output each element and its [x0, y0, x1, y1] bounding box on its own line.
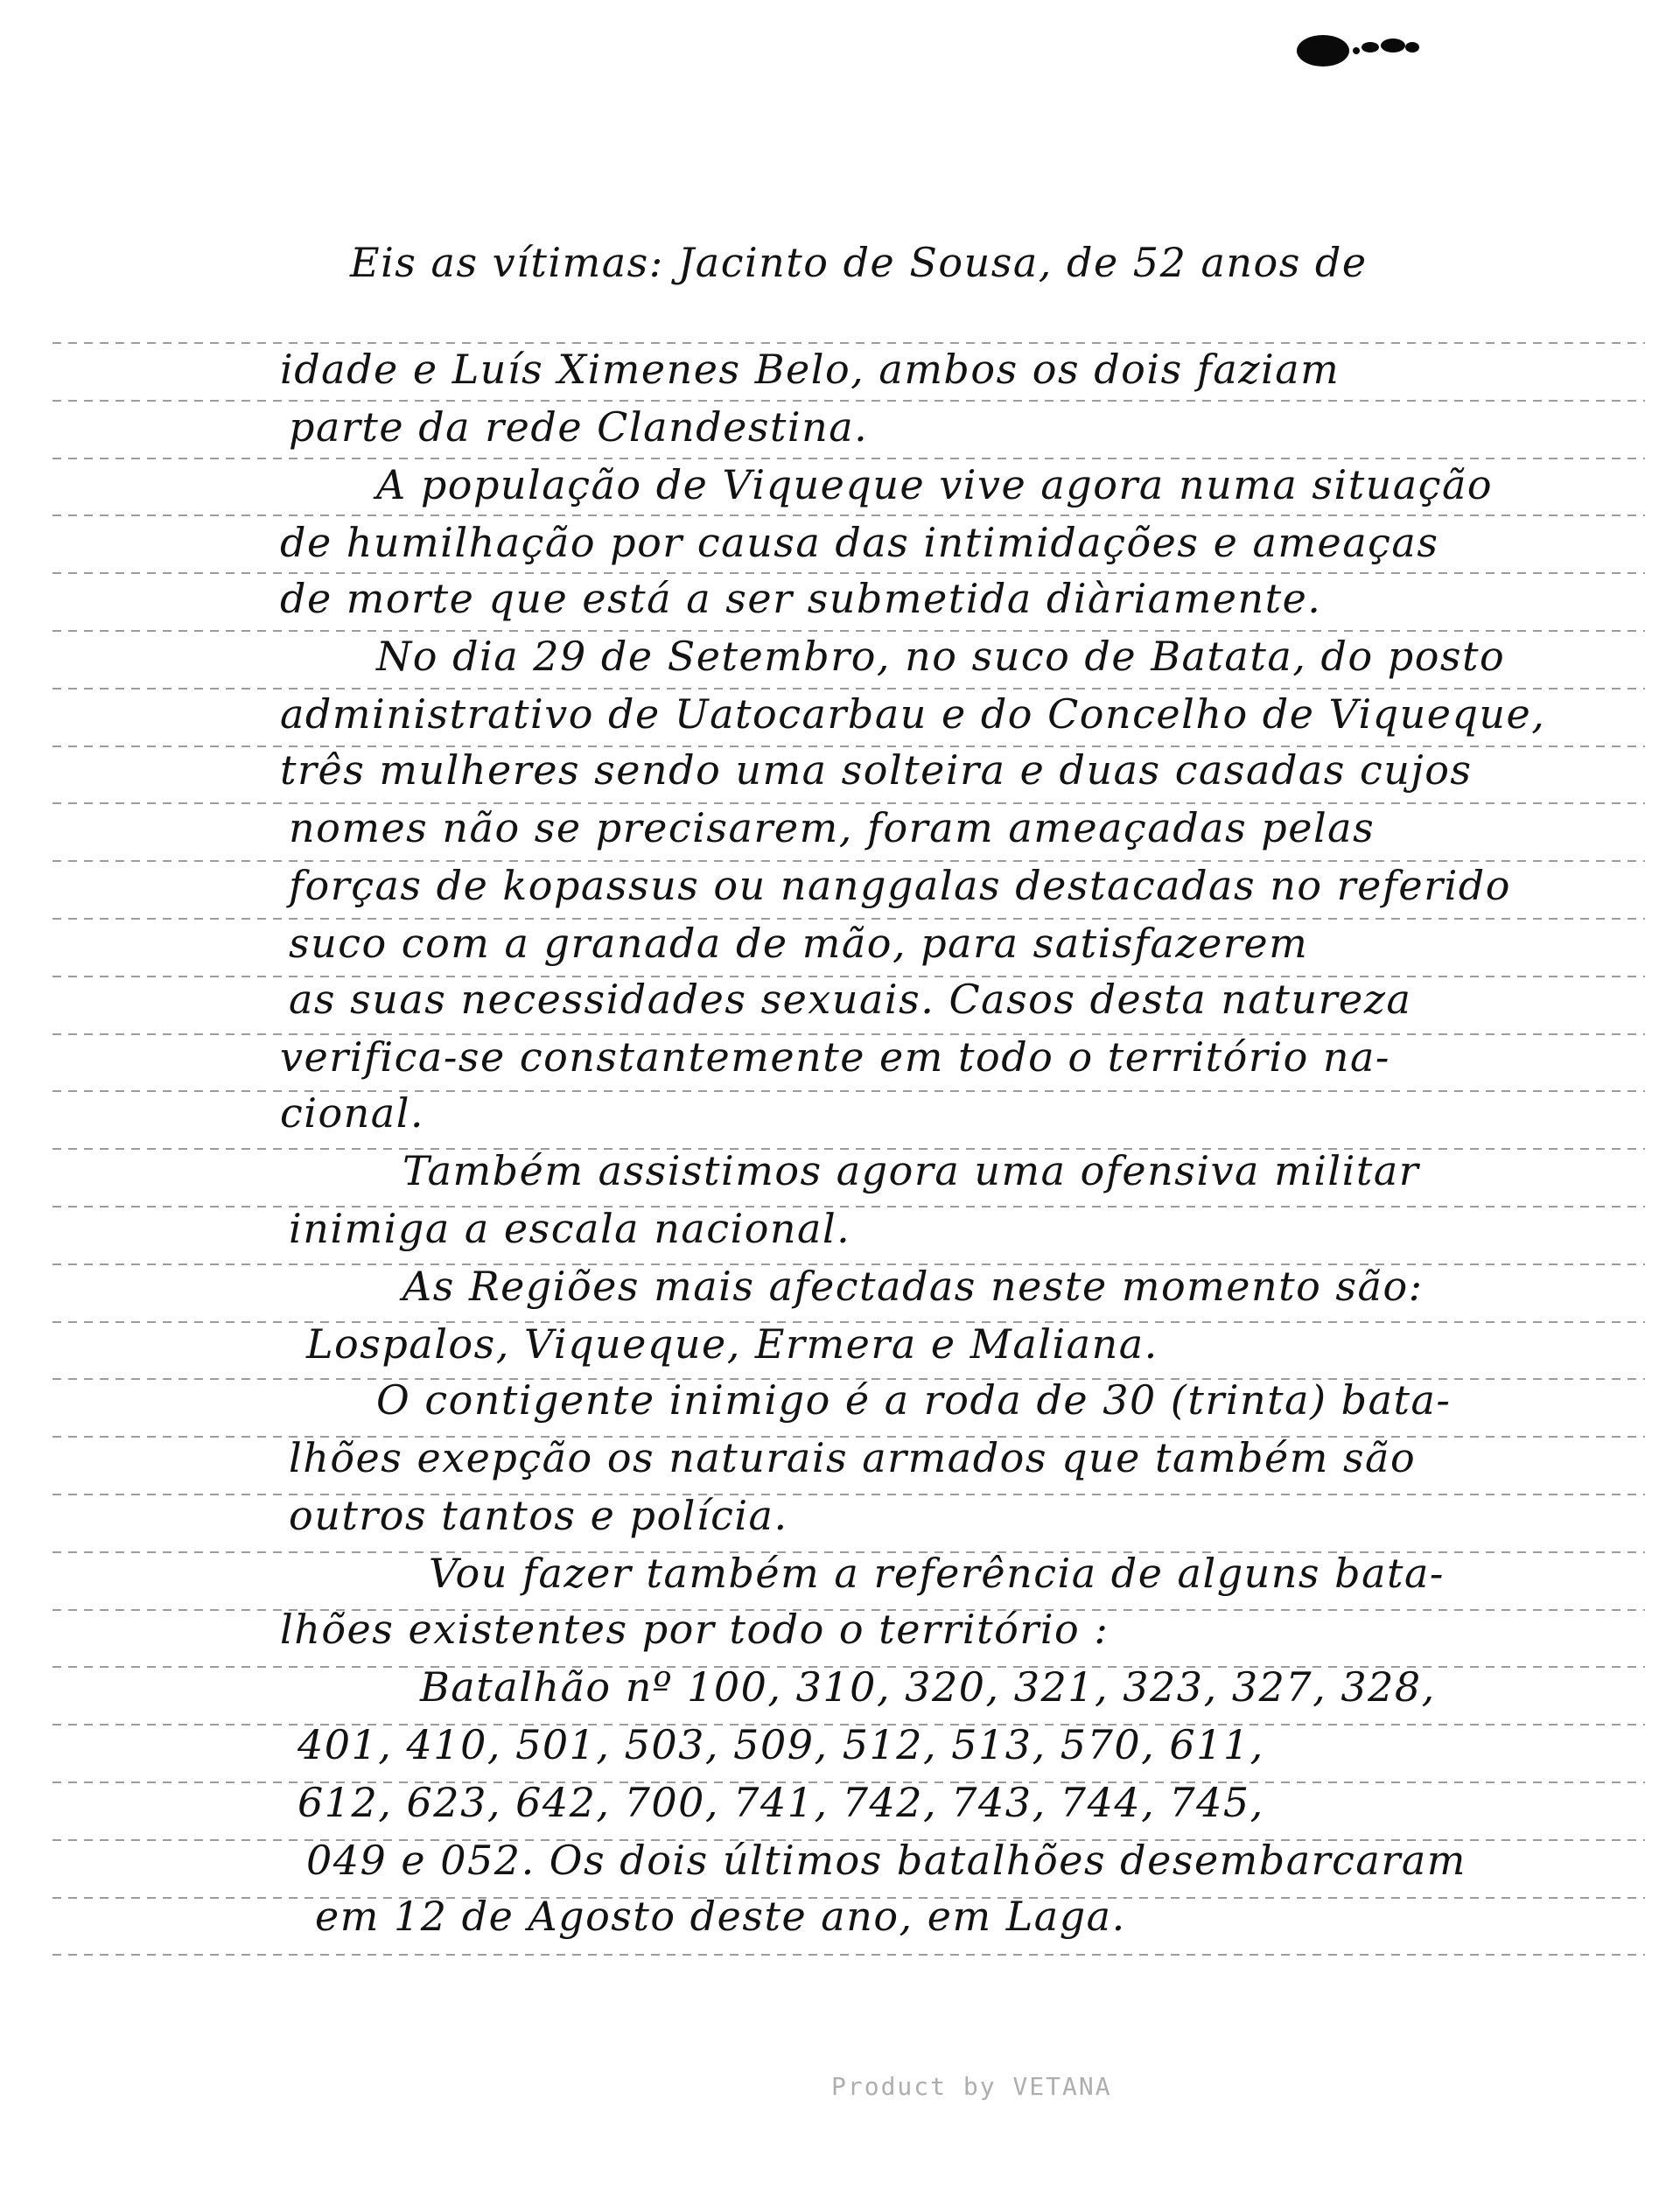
text-line: 049 e 052. Os dois últimos batalhões desembarcaram	[306, 1837, 1466, 1884]
text-line: cional.	[280, 1089, 425, 1137]
text-line: administrativo de Uatocarbau e do Concelho de Viqueque,	[280, 690, 1546, 738]
text-line: em 12 de Agosto deste ano, em Laga.	[315, 1893, 1126, 1940]
text-line: lhões existentes por todo o território :	[280, 1606, 1110, 1653]
text-line: Lospalos, Viqueque, Ermera e Maliana.	[306, 1320, 1158, 1368]
text-line: de morte que está a ser submetida diàriamente.	[280, 575, 1322, 622]
text-line: Eis as vítimas: Jacinto de Sousa, de 52 anos de	[350, 239, 1368, 286]
text-line: 612, 623, 642, 700, 741, 742, 743, 744, 745,	[298, 1779, 1264, 1826]
text-line: idade e Luís Ximenes Belo, ambos os dois faziam	[280, 346, 1340, 393]
text-line: verifica-se constantemente em todo o território na-	[280, 1033, 1390, 1081]
text-line: três mulheres sendo uma solteira e duas casadas cujos	[280, 746, 1473, 794]
text-line: lhões exepção os naturais armados que também são	[289, 1434, 1417, 1481]
text-line: outros tantos e polícia.	[289, 1492, 788, 1539]
text-line: as suas necessidades sexuais. Casos desta natureza	[289, 976, 1412, 1023]
text-line: Vou fazer também a referência de alguns bata-	[429, 1550, 1445, 1597]
text-line: No dia 29 de Setembro, no suco de Batata, do posto	[376, 633, 1506, 680]
text-line: nomes não se precisarem, foram ameaçadas pelas	[289, 804, 1376, 851]
text-line: As Regiões mais afectadas neste momento são:	[402, 1263, 1424, 1310]
text-line: forças de kopassus ou nanggalas destacadas no referido	[289, 862, 1511, 909]
text-line: O contigente inimigo é a roda de 30 (trinta) bata-	[376, 1376, 1452, 1424]
text-line: Batalhão nº 100, 310, 320, 321, 323, 327, 328,	[420, 1663, 1436, 1711]
footer-stamp: Product by VETANA	[831, 2072, 1112, 2101]
text-line: A população de Viqueque vive agora numa situação	[376, 461, 1494, 508]
text-line: inimiga a escala nacional.	[289, 1205, 851, 1252]
text-line: 401, 410, 501, 503, 509, 512, 513, 570, 611,	[298, 1721, 1264, 1768]
text-line: de humilhação por causa das intimidações e ameaças	[280, 519, 1439, 566]
text-line: Também assistimos agora uma ofensiva militar	[402, 1147, 1420, 1194]
text-line: parte da rede Clandestina.	[289, 403, 869, 451]
text-line: suco com a granada de mão, para satisfazerem	[289, 920, 1309, 967]
